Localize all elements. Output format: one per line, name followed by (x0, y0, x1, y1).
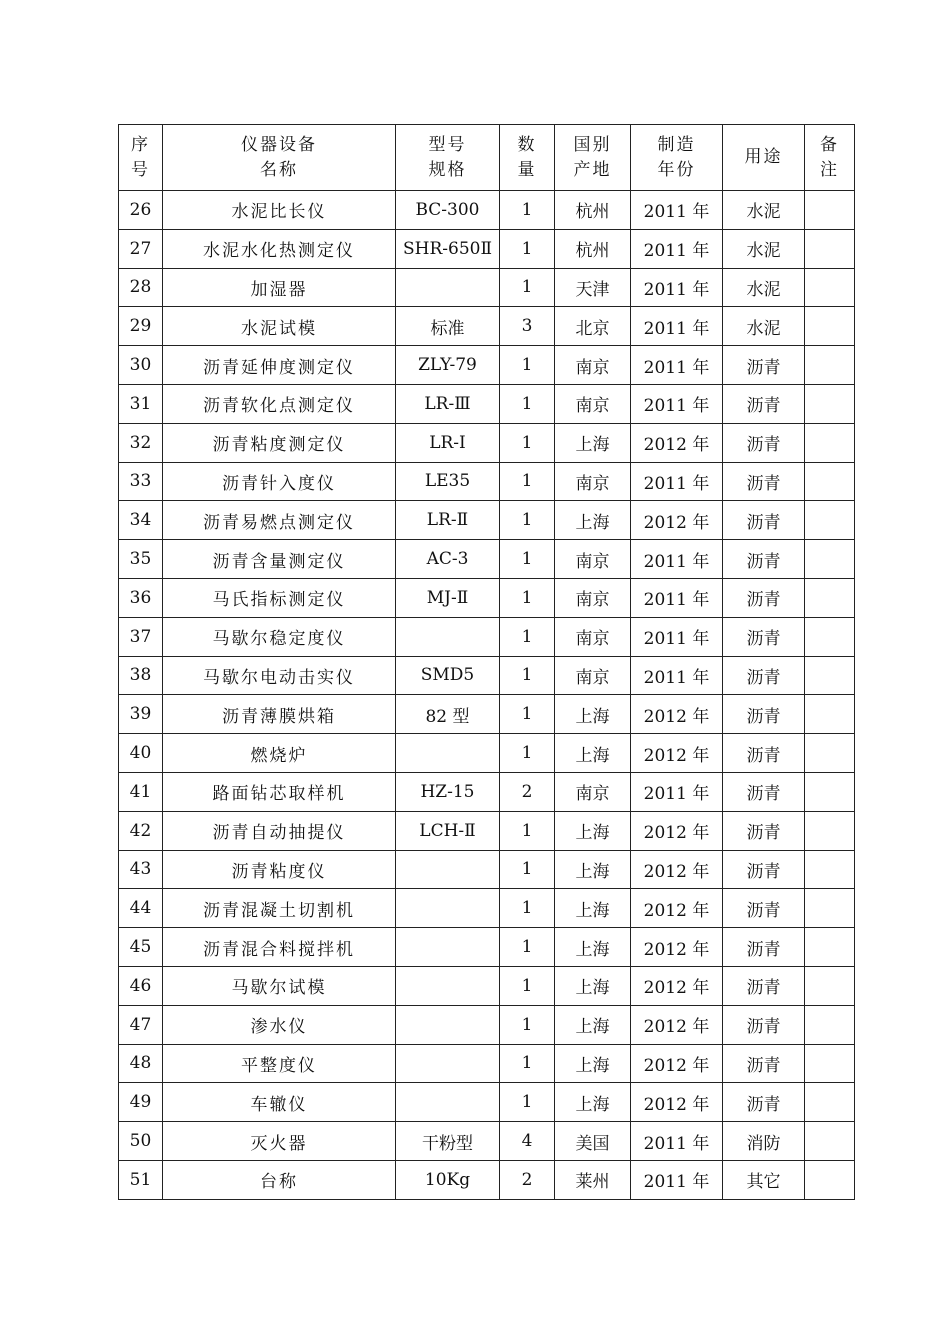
qty-cell: 1 (500, 1044, 555, 1083)
qty-cell: 1 (500, 540, 555, 579)
qty-cell: 1 (500, 966, 555, 1005)
qty-cell: 1 (500, 889, 555, 928)
use-cell: 沥青 (723, 850, 805, 889)
table-row (119, 501, 855, 540)
table-row (119, 850, 855, 889)
column-header-name-line: 名称 (260, 159, 298, 180)
model-cell (396, 1005, 500, 1044)
table-row (119, 268, 855, 307)
remark-cell (805, 772, 855, 811)
year-cell: 2012 年 (631, 734, 723, 773)
name-cell: 马歇尔电动击实仪 (163, 656, 396, 695)
use-cell: 水泥 (723, 191, 805, 230)
year-cell: 2011 年 (631, 617, 723, 656)
column-header-remark (805, 125, 855, 191)
name-cell: 沥青粘度仪 (163, 850, 396, 889)
qty-cell: 1 (500, 578, 555, 617)
name-cell: 沥青混凝土切割机 (163, 889, 396, 928)
origin-cell: 南京 (555, 656, 631, 695)
seq-cell: 38 (119, 656, 163, 695)
use-cell: 沥青 (723, 695, 805, 734)
name-cell: 马氏指标测定仪 (163, 578, 396, 617)
qty-cell: 1 (500, 229, 555, 268)
use-cell: 沥青 (723, 423, 805, 462)
table-row (119, 1160, 855, 1199)
use-cell: 沥青 (723, 1044, 805, 1083)
qty-cell: 1 (500, 811, 555, 850)
model-cell (396, 734, 500, 773)
year-cell: 2011 年 (631, 540, 723, 579)
seq-cell: 44 (119, 889, 163, 928)
use-cell: 沥青 (723, 772, 805, 811)
remark-cell (805, 384, 855, 423)
model-cell: 标准 (396, 307, 500, 346)
remark-cell (805, 617, 855, 656)
qty-cell: 2 (500, 772, 555, 811)
column-header-year-line: 年份 (657, 159, 696, 180)
use-cell: 沥青 (723, 617, 805, 656)
seq-cell: 37 (119, 617, 163, 656)
remark-cell (805, 578, 855, 617)
seq-cell: 35 (119, 540, 163, 579)
year-cell: 2011 年 (631, 462, 723, 501)
seq-cell: 30 (119, 346, 163, 385)
origin-cell: 美国 (555, 1122, 631, 1161)
table-row (119, 578, 855, 617)
seq-cell: 48 (119, 1044, 163, 1083)
remark-cell (805, 462, 855, 501)
model-cell: HZ-15 (396, 772, 500, 811)
seq-cell: 31 (119, 384, 163, 423)
remark-cell (805, 423, 855, 462)
table-row (119, 966, 855, 1005)
seq-cell: 46 (119, 966, 163, 1005)
table-row (119, 811, 855, 850)
year-cell: 2012 年 (631, 889, 723, 928)
year-cell: 2012 年 (631, 811, 723, 850)
model-cell: AC-3 (396, 540, 500, 579)
qty-cell: 1 (500, 656, 555, 695)
remark-cell (805, 695, 855, 734)
remark-cell (805, 1044, 855, 1083)
remark-cell (805, 540, 855, 579)
use-cell: 沥青 (723, 928, 805, 967)
remark-cell (805, 1122, 855, 1161)
column-header-model-line: 型号 (428, 134, 467, 155)
model-cell: LCH-Ⅱ (396, 811, 500, 850)
table-row (119, 772, 855, 811)
use-cell: 沥青 (723, 501, 805, 540)
remark-cell (805, 811, 855, 850)
year-cell: 2011 年 (631, 191, 723, 230)
year-cell: 2011 年 (631, 1122, 723, 1161)
remark-cell (805, 928, 855, 967)
qty-cell: 1 (500, 734, 555, 773)
name-cell: 车辙仪 (163, 1083, 396, 1122)
origin-cell: 天津 (555, 268, 631, 307)
origin-cell: 上海 (555, 734, 631, 773)
use-cell: 沥青 (723, 889, 805, 928)
use-cell: 沥青 (723, 540, 805, 579)
seq-cell: 28 (119, 268, 163, 307)
name-cell: 水泥比长仪 (163, 191, 396, 230)
year-cell: 2011 年 (631, 346, 723, 385)
name-cell: 沥青针入度仪 (163, 462, 396, 501)
origin-cell: 南京 (555, 462, 631, 501)
origin-cell: 上海 (555, 928, 631, 967)
year-cell: 2012 年 (631, 695, 723, 734)
seq-cell: 36 (119, 578, 163, 617)
seq-cell: 45 (119, 928, 163, 967)
qty-cell: 4 (500, 1122, 555, 1161)
table-row (119, 889, 855, 928)
remark-cell (805, 501, 855, 540)
column-header-seq (119, 125, 163, 191)
use-cell: 沥青 (723, 734, 805, 773)
table-row (119, 734, 855, 773)
column-header-origin (555, 125, 631, 191)
use-cell: 沥青 (723, 811, 805, 850)
name-cell: 马歇尔稳定度仪 (163, 617, 396, 656)
remark-cell (805, 268, 855, 307)
column-header-model (396, 125, 500, 191)
use-cell: 沥青 (723, 462, 805, 501)
seq-cell: 39 (119, 695, 163, 734)
table-row (119, 229, 855, 268)
qty-cell: 1 (500, 850, 555, 889)
year-cell: 2011 年 (631, 384, 723, 423)
model-cell: SMD5 (396, 656, 500, 695)
qty-cell: 1 (500, 268, 555, 307)
column-header-origin-line: 产地 (573, 159, 612, 180)
column-header-use-line: 用途 (744, 147, 783, 167)
model-cell (396, 850, 500, 889)
column-header-name (163, 125, 396, 191)
qty-cell: 1 (500, 928, 555, 967)
column-header-year-line: 制造 (657, 134, 696, 155)
table-header (119, 125, 855, 191)
use-cell: 水泥 (723, 268, 805, 307)
year-cell: 2012 年 (631, 1044, 723, 1083)
qty-cell: 1 (500, 191, 555, 230)
table-row (119, 346, 855, 385)
remark-cell (805, 1005, 855, 1044)
model-cell (396, 617, 500, 656)
table-row (119, 384, 855, 423)
name-cell: 沥青易燃点测定仪 (163, 501, 396, 540)
seq-cell: 27 (119, 229, 163, 268)
name-cell: 水泥试模 (163, 307, 396, 346)
seq-cell: 50 (119, 1122, 163, 1161)
name-cell: 加湿器 (163, 268, 396, 307)
remark-cell (805, 734, 855, 773)
seq-cell: 47 (119, 1005, 163, 1044)
column-header-qty-line: 数 (517, 134, 537, 155)
year-cell: 2012 年 (631, 1005, 723, 1044)
use-cell: 沥青 (723, 1083, 805, 1122)
name-cell: 灭火器 (163, 1122, 396, 1161)
origin-cell: 南京 (555, 346, 631, 385)
year-cell: 2011 年 (631, 268, 723, 307)
model-cell (396, 268, 500, 307)
year-cell: 2012 年 (631, 501, 723, 540)
seq-cell: 43 (119, 850, 163, 889)
model-cell: LR-Ⅰ (396, 423, 500, 462)
name-cell: 沥青自动抽提仪 (163, 811, 396, 850)
year-cell: 2012 年 (631, 1083, 723, 1122)
seq-cell: 51 (119, 1160, 163, 1199)
year-cell: 2011 年 (631, 578, 723, 617)
year-cell: 2012 年 (631, 850, 723, 889)
use-cell: 沥青 (723, 384, 805, 423)
name-cell: 沥青薄膜烘箱 (163, 695, 396, 734)
use-cell: 其它 (723, 1160, 805, 1199)
remark-cell (805, 889, 855, 928)
column-header-model-line: 规格 (428, 159, 467, 180)
table-row (119, 1005, 855, 1044)
name-cell: 沥青软化点测定仪 (163, 384, 396, 423)
origin-cell: 杭州 (555, 191, 631, 230)
table-row (119, 617, 855, 656)
origin-cell: 南京 (555, 617, 631, 656)
column-header-remark-line: 注 (820, 159, 839, 180)
year-cell: 2011 年 (631, 1160, 723, 1199)
origin-cell: 北京 (555, 307, 631, 346)
use-cell: 水泥 (723, 307, 805, 346)
seq-cell: 33 (119, 462, 163, 501)
column-header-remark-line: 备 (820, 134, 839, 155)
origin-cell: 上海 (555, 1044, 631, 1083)
table-row (119, 540, 855, 579)
origin-cell: 上海 (555, 501, 631, 540)
year-cell: 2011 年 (631, 656, 723, 695)
use-cell: 沥青 (723, 966, 805, 1005)
model-cell: ZLY-79 (396, 346, 500, 385)
model-cell (396, 966, 500, 1005)
column-header-year (631, 125, 723, 191)
table-row (119, 1044, 855, 1083)
origin-cell: 杭州 (555, 229, 631, 268)
model-cell: LE35 (396, 462, 500, 501)
year-cell: 2011 年 (631, 229, 723, 268)
model-cell (396, 1083, 500, 1122)
qty-cell: 1 (500, 1005, 555, 1044)
column-header-qty-line: 量 (517, 159, 537, 180)
use-cell: 沥青 (723, 346, 805, 385)
model-cell: 干粉型 (396, 1122, 500, 1161)
table-row (119, 462, 855, 501)
name-cell: 沥青延伸度测定仪 (163, 346, 396, 385)
origin-cell: 上海 (555, 889, 631, 928)
model-cell: MJ-Ⅱ (396, 578, 500, 617)
table-row (119, 1083, 855, 1122)
qty-cell: 1 (500, 1083, 555, 1122)
origin-cell: 南京 (555, 384, 631, 423)
origin-cell: 上海 (555, 1005, 631, 1044)
qty-cell: 1 (500, 346, 555, 385)
qty-cell: 1 (500, 462, 555, 501)
year-cell: 2012 年 (631, 423, 723, 462)
origin-cell: 上海 (555, 966, 631, 1005)
seq-cell: 40 (119, 734, 163, 773)
model-cell: LR-Ⅲ (396, 384, 500, 423)
origin-cell: 上海 (555, 1083, 631, 1122)
name-cell: 沥青混合料搅拌机 (163, 928, 396, 967)
equipment-table (118, 124, 855, 1200)
seq-cell: 29 (119, 307, 163, 346)
remark-cell (805, 1160, 855, 1199)
name-cell: 平整度仪 (163, 1044, 396, 1083)
model-cell (396, 889, 500, 928)
column-header-seq-line: 号 (131, 159, 150, 180)
qty-cell: 1 (500, 501, 555, 540)
year-cell: 2011 年 (631, 307, 723, 346)
origin-cell: 上海 (555, 423, 631, 462)
origin-cell: 南京 (555, 540, 631, 579)
header-row (119, 125, 855, 191)
column-header-origin-line: 国别 (573, 134, 612, 155)
origin-cell: 莱州 (555, 1160, 631, 1199)
table-row (119, 191, 855, 230)
remark-cell (805, 850, 855, 889)
model-cell (396, 1044, 500, 1083)
column-header-qty (500, 125, 555, 191)
model-cell: BC-300 (396, 191, 500, 230)
model-cell: SHR-650Ⅱ (396, 229, 500, 268)
table-row (119, 423, 855, 462)
name-cell: 沥青粘度测定仪 (163, 423, 396, 462)
remark-cell (805, 346, 855, 385)
year-cell: 2012 年 (631, 966, 723, 1005)
name-cell: 沥青含量测定仪 (163, 540, 396, 579)
qty-cell: 1 (500, 695, 555, 734)
seq-cell: 41 (119, 772, 163, 811)
remark-cell (805, 1083, 855, 1122)
model-cell: 10Kg (396, 1160, 500, 1199)
remark-cell (805, 191, 855, 230)
remark-cell (805, 966, 855, 1005)
table-row (119, 1122, 855, 1161)
year-cell: 2011 年 (631, 772, 723, 811)
origin-cell: 上海 (555, 850, 631, 889)
seq-cell: 42 (119, 811, 163, 850)
qty-cell: 2 (500, 1160, 555, 1199)
name-cell: 燃烧炉 (163, 734, 396, 773)
name-cell: 马歇尔试模 (163, 966, 396, 1005)
model-cell: LR-Ⅱ (396, 501, 500, 540)
use-cell: 消防 (723, 1122, 805, 1161)
table-row (119, 695, 855, 734)
seq-cell: 26 (119, 191, 163, 230)
qty-cell: 1 (500, 617, 555, 656)
origin-cell: 上海 (555, 811, 631, 850)
use-cell: 沥青 (723, 578, 805, 617)
seq-cell: 32 (119, 423, 163, 462)
model-cell (396, 928, 500, 967)
year-cell: 2012 年 (631, 928, 723, 967)
use-cell: 水泥 (723, 229, 805, 268)
seq-cell: 34 (119, 501, 163, 540)
origin-cell: 南京 (555, 772, 631, 811)
table-row (119, 656, 855, 695)
table-row (119, 928, 855, 967)
seq-cell: 49 (119, 1083, 163, 1122)
table-body (119, 191, 855, 1200)
remark-cell (805, 229, 855, 268)
origin-cell: 南京 (555, 578, 631, 617)
model-cell: 82 型 (396, 695, 500, 734)
name-cell: 水泥水化热测定仪 (163, 229, 396, 268)
remark-cell (805, 656, 855, 695)
use-cell: 沥青 (723, 1005, 805, 1044)
name-cell: 渗水仪 (163, 1005, 396, 1044)
column-header-use (723, 125, 805, 191)
name-cell: 路面钻芯取样机 (163, 772, 396, 811)
qty-cell: 1 (500, 423, 555, 462)
qty-cell: 3 (500, 307, 555, 346)
remark-cell (805, 307, 855, 346)
qty-cell: 1 (500, 384, 555, 423)
table-row (119, 307, 855, 346)
use-cell: 沥青 (723, 656, 805, 695)
origin-cell: 上海 (555, 695, 631, 734)
column-header-name-line: 仪器设备 (241, 134, 317, 155)
name-cell: 台称 (163, 1160, 396, 1199)
column-header-seq-line: 序 (131, 134, 150, 155)
